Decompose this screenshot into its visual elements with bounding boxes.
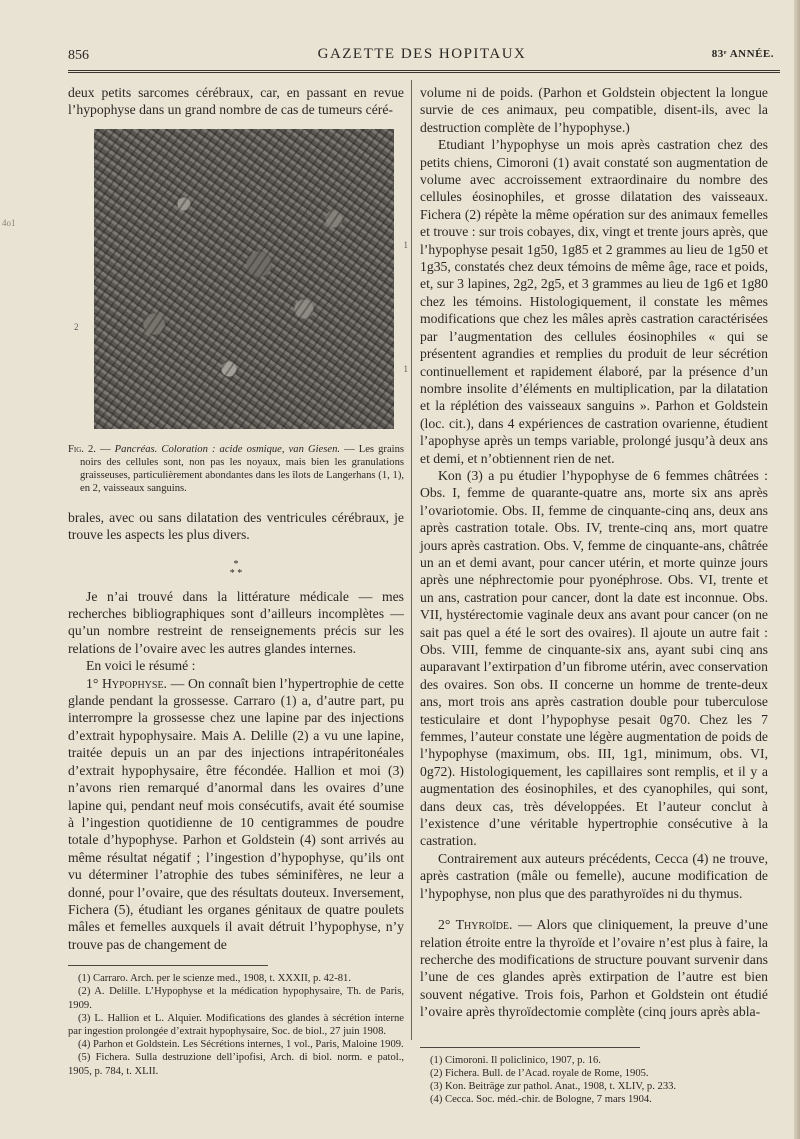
caption-title: Pancréas. Coloration : acide osmique, van Giesen. <box>114 443 341 455</box>
heading-thyroide: 2° Thyroïde. <box>438 917 513 933</box>
paragraph-kon: Kon (3) a pu étudier l’hypophyse de 6 femmes châtrées : Obs. I, femme de quarante-quatre ans, morte six ans après l’ovariotomie. Obs. II, femme de cinquante-cinq ans, deux ans après castration totale. Obs. IV, trente-cinq ans, mort quatre jours après castration. Obs. V, femme de cinquante-ans, châtrée un an et demi avant, pour cancer utérin, et morte quinze jours après une néphrectomie pour pyonéphrose. Obs. VI, trente et un ans, castration pour cancer, dont la date est inconnue. Obs. VII, hystérectomie vaginale deux ans avant pour cancer (on ne sait pas quel a été le sort des ovaires). Il ajoute un autre fait : Obs. VIII, femme de cinquante-six ans, ayant subi cinq ans auparavant l’extirpation d’un fibrome utérin, avec conservation des ovaires. Son obs. II concerne un homme de trente-deux ans, mort trois ans après castration double pour tuberculose testiculaire et dont l’hypophyse pesait 0g70. Chez les 7 femmes, l’auteur constate une légère augmentation de poids de l’hypophyse (maximum, obs. III, 1g1, minimum, obs. VI, 0g72). Histologiquement, les capillaires sont remplis, et il y a augmentation des éosinophiles, et des cyanophiles, qui sont, dans deux cas, très développées. Et l’auteur conclut à l’existence d’une véritable hypertrophie consécutive à la castration. <box>420 467 768 849</box>
paragraph-literature: Je n’ai trouvé dans la littérature médicale — mes recherches bibliographiques sont d’ailleurs incomplètes — qu’un nombre restreint de renseignements précis sur les relations de l’ovaire avec les autres glandes internes. <box>68 588 404 656</box>
footnote: (1) Carraro. Arch. per le scienze med., 1908, t. XXXII, p. 42-81. <box>78 973 351 985</box>
footnote: (4) Parhon et Goldstein. Les Sécrétions internes, 1 vol., Paris, Maloine 1909. <box>78 1039 404 1051</box>
footnote: (3) L. Hallion et L. Alquier. Modifications des glandes à sécrétion interne par ingestion prolongée d’extrait hypophysaire, Soc. de biol., 27 juin 1908. <box>68 1012 404 1037</box>
column-separator <box>411 80 412 1040</box>
footnote-rule-left <box>68 965 268 966</box>
journal-title: GAZETTE DES HOPITAUX <box>317 46 527 62</box>
figure-label-2: 2 <box>74 321 79 332</box>
margin-mark: 4o1 <box>2 218 16 228</box>
footnote: (3) Kon. Beiträge zur pathol. Anat., 1908, t. XLIV, p. 233. <box>430 1080 677 1092</box>
page-number: 856 <box>68 48 89 63</box>
after-figure-paragraph: brales, avec ou sans dilatation des ventricules cérébraux, je trouve les aspects les plus divers. <box>68 509 404 543</box>
page-header <box>62 44 782 64</box>
section-stars: * * * <box>229 558 243 579</box>
paragraph-cecca: Contrairement aux auteurs précédents, Cecca (4) ne trouve, après castration (mâle ou femelle), aucune modification de l’hypophyse, non plus que des parathyroïdes ni du thymus. <box>420 850 768 901</box>
paragraph-thyroide <box>420 916 768 1020</box>
figure-2 <box>74 129 408 429</box>
right-column <box>420 84 768 1106</box>
paragraph-resume: En voici le résumé : <box>86 658 196 674</box>
journal-year: 83ᵉ ANNÉE. <box>711 48 774 60</box>
paragraph-hypophyse <box>68 675 404 954</box>
text-thyroide: — Alors que cliniquement, la preuve d’une relation étroite entre la thyroïde et l’ovaire n’est plus à faire, la recherche des modifications de structure pouvant survenir dans l’une de ces glandes après extirpation de l’autre est bien souvent négative. Trois fois, Parhon et Goldstein ont étudié l’ovaire après thyroïdectomie complète (cinq jours après abla- <box>420 917 768 1020</box>
paragraph-volume: volume ni de poids. (Parhon et Goldstein objectent la longue survie de ces animaux, peu compatible, disent-ils, avec la destruction complète de l’hypophyse.) <box>420 85 768 135</box>
footnotes-left <box>68 972 404 1078</box>
footnotes-right <box>420 1054 768 1107</box>
figure-caption <box>68 443 404 495</box>
intro-paragraph: deux petits sarcomes cérébraux, car, en passant en revue l’hypophyse dans un grand nombre de cas de tumeurs céré- <box>68 85 404 118</box>
caption-body: — Les grains noirs des cellules sont, non pas les noyaux, mais bien les granulations graisseuses, particulièrement abondantes dans les îlots de Langerhans (1, 1), en 2, vaisseaux sanguins. <box>80 443 405 494</box>
page-spine-edge <box>794 0 800 1139</box>
footnote: (1) Cimoroni. Il policlinico, 1907, p. 16. <box>430 1054 601 1066</box>
footnote: (2) A. Delille. L’Hypophyse et la médication hypophysaire, Th. de Paris, 1909. <box>68 986 404 1011</box>
micrograph-image <box>94 129 394 429</box>
caption-head: Fig. 2. — <box>68 443 115 455</box>
figure-label-1b: 1 <box>403 363 408 374</box>
footnote: (5) Fichera. Sulla destruzione dell’ipofisi, Arch. di biol. norm. e patol., 1905, p. 784, t. XLII. <box>68 1052 404 1077</box>
text-hypophyse: — On connaît bien l’hypertrophie de cette glande pendant la grossesse. Carraro (1) a, d’autre part, pu interrompre la grossesse chez une lapine par des injections d’extrait hypophysaire. Mais A. Delille (2) a vu une lapine, traitée depuis un an par des injections intrapéritonéales d’extrait hypophysaire, être fécondée. Hallion et moi (3) n’avons rien remarqué d’anormal dans les ovaires d’une lapine qui, pendant neuf mois consécutifs, avait été soumise à l’ingestion quotidienne de 10 centigrammes de poudre totale d’hypophyse. Parhon et Goldstein (4) sont arrivés au même résultat négatif ; l’ingestion d’hypophyse, qu’ils ont vu déterminer l’atrophie des tubes séminifères, ne leur a donné, pour l’ovaire, que des résultats douteux. Inversement, Fichera (5), étudiant les organes génitaux de quatre poulets mâles et femelles auxquels il avait détruit l’hypophyse, n’y trouve pas de changement de <box>68 675 404 952</box>
heading-hypophyse: 1° Hypophyse. <box>86 675 167 691</box>
footnote: (4) Cecca. Soc. méd.-chir. de Bologne, 7 mars 1904. <box>430 1094 652 1106</box>
footnote: (2) Fichera. Bull. de l’Acad. royale de Rome, 1905. <box>430 1067 649 1079</box>
header-rule <box>68 70 780 73</box>
left-column <box>68 84 408 1078</box>
paragraph-cimoroni: Etudiant l’hypophyse un mois après castration chez des petits chiens, Cimoroni (1) avait constaté son augmentation de volume avec accroissement extraordinaire du nombre des cellules éosinophiles, et grosse dilatation des vaisseaux. Fichera (2) répète la même opération sur des animaux femelles et trouve : sur trois cobayes, dix, vingt et trente jours après, que l’hypophyse pesait 1g50, 1g85 et 2 grammes au lieu de 1g50 et 1g35, constatés chez deux témoins de même âge, race et poids, et, sur 3 lapines, 2g2, 2g5, et 3 grammes au lieu de 1g6 et 1g80 chez les témoins. Histologiquement, il constate les mêmes modifications que chez les mâles après castration caractérisées par l’augmentation des cellules éosinophiles « qui se présentent agrandies et remplies du produit de leur sécrétion continuellement et rapidement élaboré, par la présence d’un nombre insolite d’éléments en multiplication, par la dilatation et la réplétion des vaisseaux sanguins ». Parhon et Goldstein (loc. cit.), dans 4 expériences de castration ovarienne, étudient l’apophyse après un temps variable, prolongé jusqu’à deux ans et demi, et n’obtiennent rien de net. <box>420 137 768 466</box>
footnote-rule-right <box>420 1047 640 1048</box>
figure-label-1a: 1 <box>403 239 408 250</box>
